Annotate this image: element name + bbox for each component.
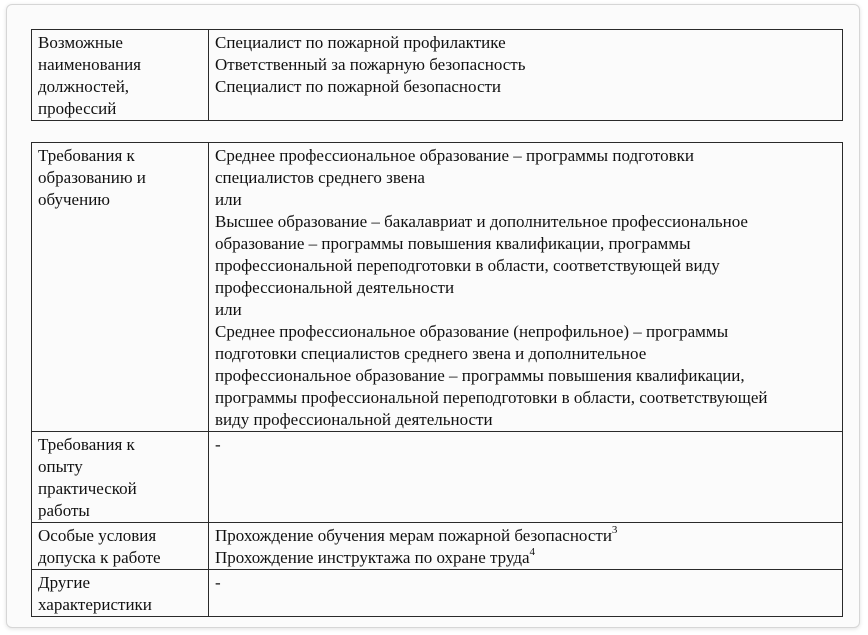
education-line: программы профессиональной переподготовки в области, соответствующей [215, 388, 768, 407]
requirements-table [31, 142, 843, 617]
table-row [32, 570, 843, 617]
special-condition [215, 525, 836, 547]
row-label-line: наименования [38, 55, 142, 74]
row-label-line: работы [38, 501, 90, 520]
other-characteristics-value: - [215, 573, 221, 592]
job-title: Специалист по пожарной профилактике [215, 33, 506, 52]
job-titles-label-cell [32, 30, 209, 121]
education-line: Среднее профессиональное образование (непрофильное) – программы [215, 322, 729, 341]
education-label-cell [32, 143, 209, 432]
row-label-line: должностей, [38, 77, 130, 96]
document-page [6, 4, 860, 628]
row-label-line: профессий [38, 99, 117, 118]
education-line: Высшее образование – бакалавриат и дополнительное профессиональное [215, 212, 748, 231]
job-title: Специалист по пожарной безопасности [215, 77, 502, 96]
table-row [32, 432, 843, 523]
table-row [32, 143, 843, 432]
other-characteristics-label-cell [32, 570, 209, 617]
row-label-line: Особые условия [38, 526, 157, 545]
footnote-marker: 4 [529, 546, 536, 559]
row-label-line: Другие [38, 573, 90, 592]
row-label-line: практической [38, 479, 137, 498]
education-line: или [215, 300, 242, 319]
education-line: специалистов среднего звена [215, 168, 425, 187]
special-conditions-label-cell [32, 523, 209, 570]
row-label-line: характеристики [38, 595, 152, 614]
education-line: профессиональной деятельности [215, 278, 455, 297]
row-label-line: Возможные [38, 33, 123, 52]
row-label-line: обучению [38, 190, 110, 209]
row-label-line: образованию и [38, 168, 146, 187]
education-line: образование – программы повышения квалификации, программы [215, 234, 691, 253]
job-titles-value-cell [209, 30, 843, 121]
education-line: профессиональной переподготовки в области, соответствующей виду [215, 256, 720, 275]
education-line: Среднее профессиональное образование – программы подготовки [215, 146, 695, 165]
education-line: виду профессиональной деятельности [215, 410, 493, 429]
job-titles-table [31, 29, 843, 121]
special-conditions-value-cell [209, 523, 843, 570]
row-label-line: допуска к работе [38, 548, 161, 567]
special-condition-text: Прохождение инструктажа по охране труда [215, 548, 530, 567]
row-label-line: Требования к [38, 435, 135, 454]
experience-value: - [215, 435, 221, 454]
experience-label-cell [32, 432, 209, 523]
row-label-line: опыту [38, 457, 83, 476]
special-condition [215, 547, 836, 569]
row-label-line: Требования к [38, 146, 135, 165]
education-value-cell [209, 143, 843, 432]
other-characteristics-value-cell [209, 570, 843, 617]
education-line: подготовки специалистов среднего звена и дополнительное [215, 344, 647, 363]
table-row [32, 523, 843, 570]
education-line: или [215, 190, 242, 209]
table-row [32, 30, 843, 121]
experience-value-cell [209, 432, 843, 523]
special-condition-text: Прохождение обучения мерам пожарной безопасности [215, 526, 612, 545]
education-line: профессиональное образование – программы повышения квалификации, [215, 366, 745, 385]
job-title: Ответственный за пожарную безопасность [215, 55, 526, 74]
footnote-marker: 3 [611, 524, 618, 537]
